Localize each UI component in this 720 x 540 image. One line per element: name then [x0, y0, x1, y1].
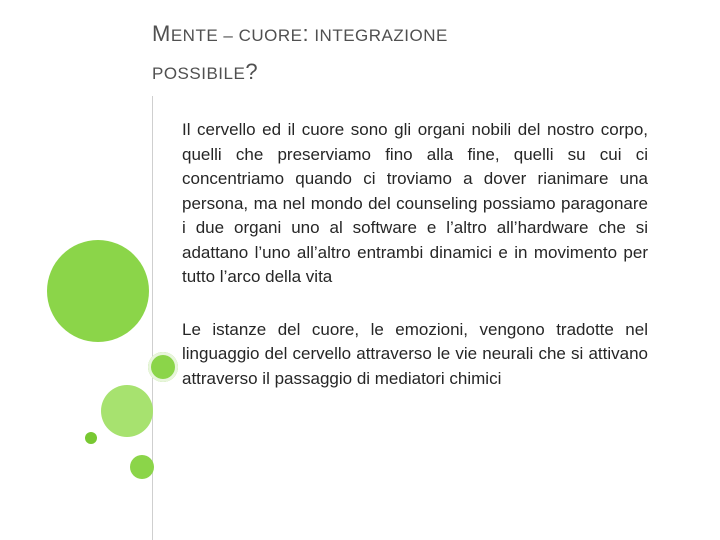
- decorative-circle-medium: [101, 385, 153, 437]
- decorative-circle-small-1: [148, 352, 178, 382]
- decorative-circle-large: [47, 240, 149, 342]
- slide-body: [182, 118, 648, 391]
- paragraph-2: Le istanze del cuore, le emozioni, vengono tradotte nel linguaggio del cervello attraverso le vie neurali che si attivano attraverso il passaggio di mediatori chimici: [182, 319, 648, 388]
- decorative-circle-tiny: [85, 432, 97, 444]
- title-question-mark: ?: [245, 59, 259, 84]
- title-line1: ENTE – CUORE: [170, 26, 303, 45]
- slide-title: [152, 16, 652, 92]
- title-line2: POSSIBILE: [152, 64, 246, 83]
- decorative-circle-small-2: [130, 455, 154, 479]
- title-line1-tail: INTEGRAZIONE: [309, 26, 448, 45]
- paragraph-1: Il cervello ed il cuore sono gli organi nobili del nostro corpo, quelli che preserviamo fino alla fine, quelli su cui ci concentriamo quando ci troviamo a dover rianimare una persona, ma nel mondo del counseling possiamo paragonare i due organi uno al software e l’altro all’hardware che si adattano l’uno all’altro entrambi dinamici e in movimento per tutto l’arco della vita: [182, 120, 648, 286]
- title-initial: M: [152, 21, 171, 46]
- title-colon: :: [302, 21, 310, 46]
